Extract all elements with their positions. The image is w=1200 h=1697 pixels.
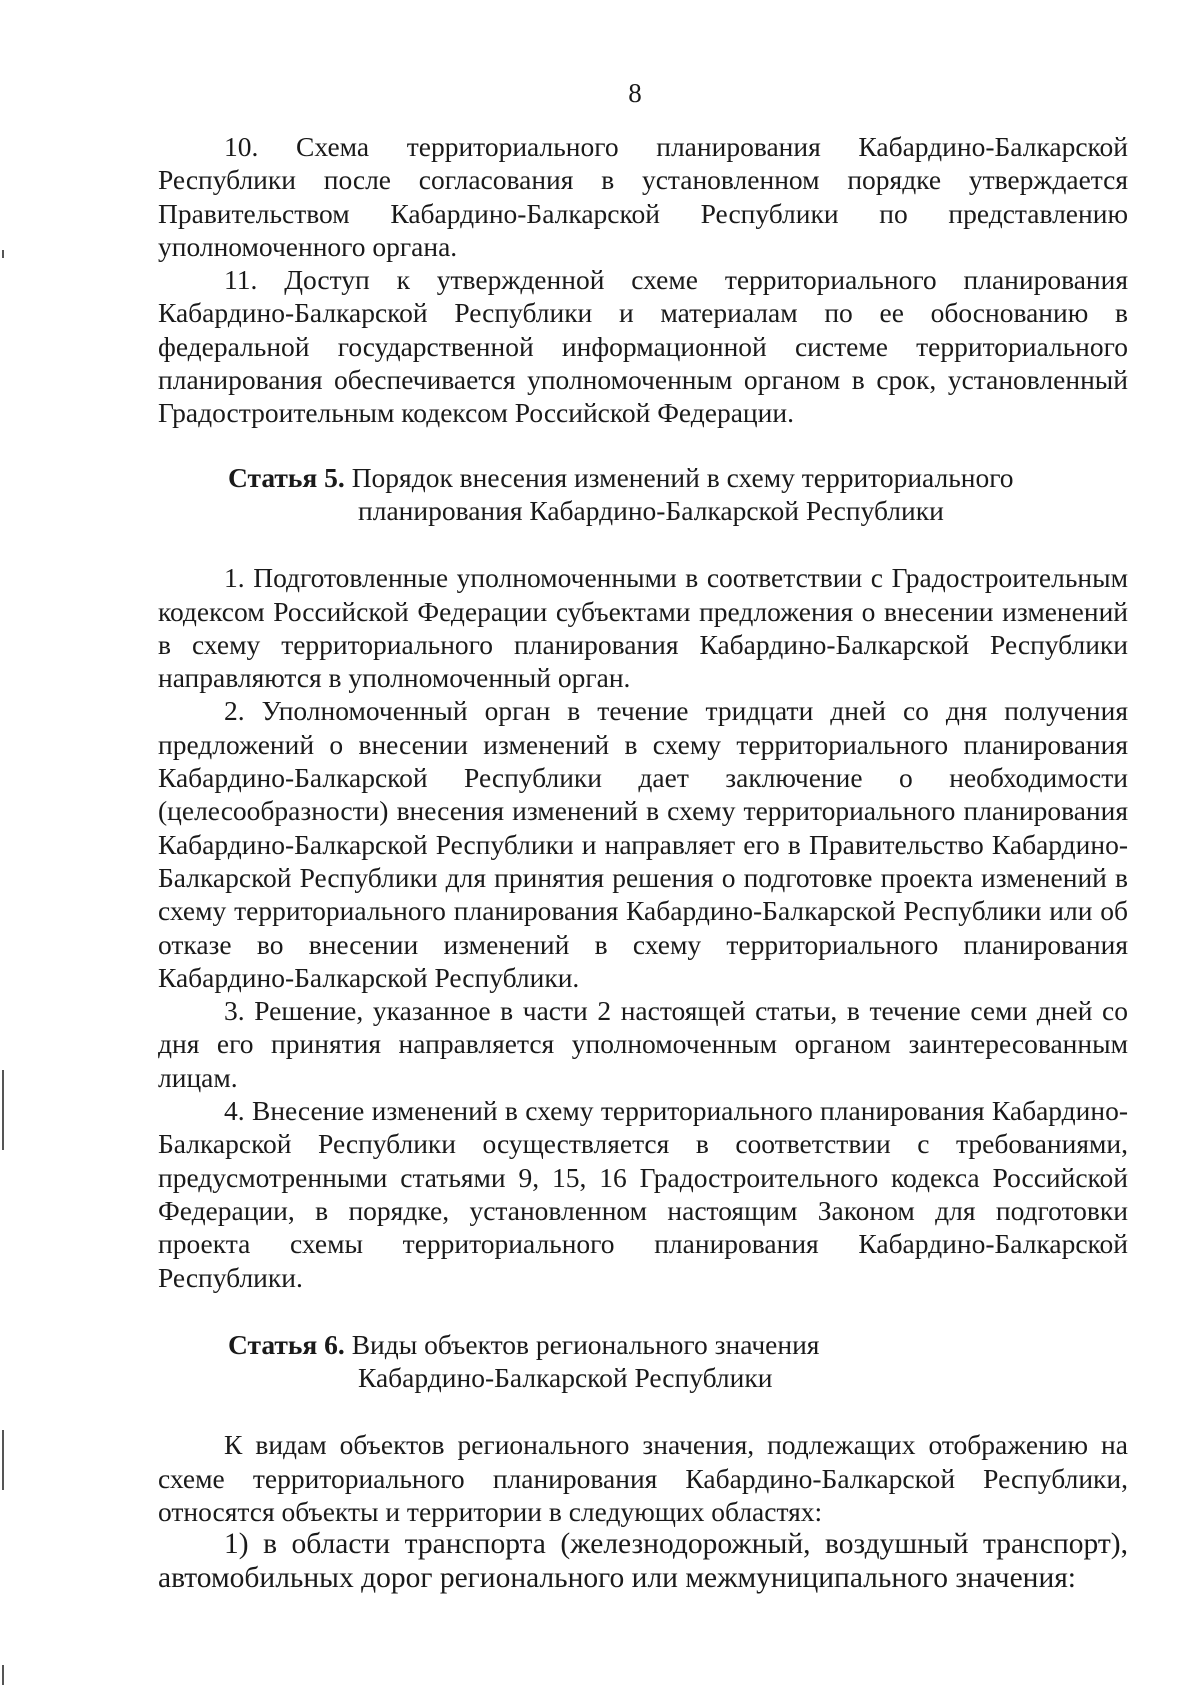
article-6-heading bbox=[158, 1328, 1128, 1395]
article-5-paragraph-2: 2. Уполномоченный орган в течение тридцати дней со дня получения предложений о внесении изменений в схему территориального планирования Кабардино-Балкарской Республики дает заключение о необходимости (целесообразности) внесения изменений в схему территориального планирования Кабардино-Балкарской Республики и направляет его в Правительство Кабардино-Балкарской Республики для принятия решения о подготовке проекта изменений в схему территориального планирования Кабардино-Балкарской Республики или об отказе во внесении изменений в схему территориального планирования Кабардино-Балкарской Республики. bbox=[158, 695, 1128, 993]
article-6-label: Статья 6. bbox=[228, 1328, 345, 1360]
document-body bbox=[158, 130, 1128, 1595]
scan-artifact-mark bbox=[2, 1430, 4, 1490]
article-6-title-line1: Виды объектов регионального значения bbox=[351, 1328, 820, 1360]
scan-artifact-mark bbox=[2, 1665, 4, 1685]
article-6-title-line2: Кабардино-Балкарской Республики bbox=[358, 1362, 773, 1394]
scan-artifact-mark bbox=[2, 1070, 4, 1150]
article-5-paragraph-3: 3. Решение, указанное в части 2 настоящей статьи, в течение семи дней со дня его принятия направляется уполномоченным органом заинтересованным лицам. bbox=[158, 995, 1128, 1093]
article-5-title-line1: Порядок внесения изменений в схему территориального bbox=[351, 461, 1014, 493]
scan-artifact-mark bbox=[2, 250, 4, 258]
article-5-paragraph-1: 1. Подготовленные уполномоченными в соответствии с Градостроительным кодексом Российской Федерации субъектами предложения о внесении изменений в схему территориального планирования Кабардино-Балкарской Республики направляются в уполномоченный орган. bbox=[158, 562, 1128, 694]
article-5-label: Статья 5. bbox=[228, 461, 345, 493]
article-5-heading bbox=[158, 461, 1128, 528]
paragraph-11: 11. Доступ к утвержденной схеме территориального планирования Кабардино-Балкарской Республики и материалам по ее обоснованию в федеральной государственной информационной системе территориального планирования обеспечивается уполномоченным органом в срок, установленный Градостроительным кодексом Российской Федерации. bbox=[158, 264, 1128, 429]
article-5-title-line2: планирования Кабардино-Балкарской Республики bbox=[358, 494, 944, 526]
article-5-paragraph-4: 4. Внесение изменений в схему территориального планирования Кабардино-Балкарской Республики осуществляется в соответствии с требованиями, предусмотренными статьями 9, 15, 16 Градостроительного кодекса Российской Федерации, в порядке, установленном настоящим Законом для подготовки проекта схемы территориального планирования Кабардино-Балкарской Республики. bbox=[158, 1095, 1128, 1293]
page-number: 8 bbox=[628, 78, 642, 108]
article-6-item-1: 1) в области транспорта (железнодорожный, воздушный транспорт), автомобильных дорог регионального или межмуниципального значения: bbox=[158, 1528, 1128, 1594]
article-6-intro: К видам объектов регионального значения, подлежащих отображению на схеме территориального планирования Кабардино-Балкарской Республики, относятся объекты и территории в следующих областях: bbox=[158, 1429, 1128, 1527]
paragraph-10: 10. Схема территориального планирования Кабардино-Балкарской Республики после согласования в установленном порядке утверждается Правительством Кабардино-Балкарской Республики по представлению уполномоченного органа. bbox=[158, 131, 1128, 262]
